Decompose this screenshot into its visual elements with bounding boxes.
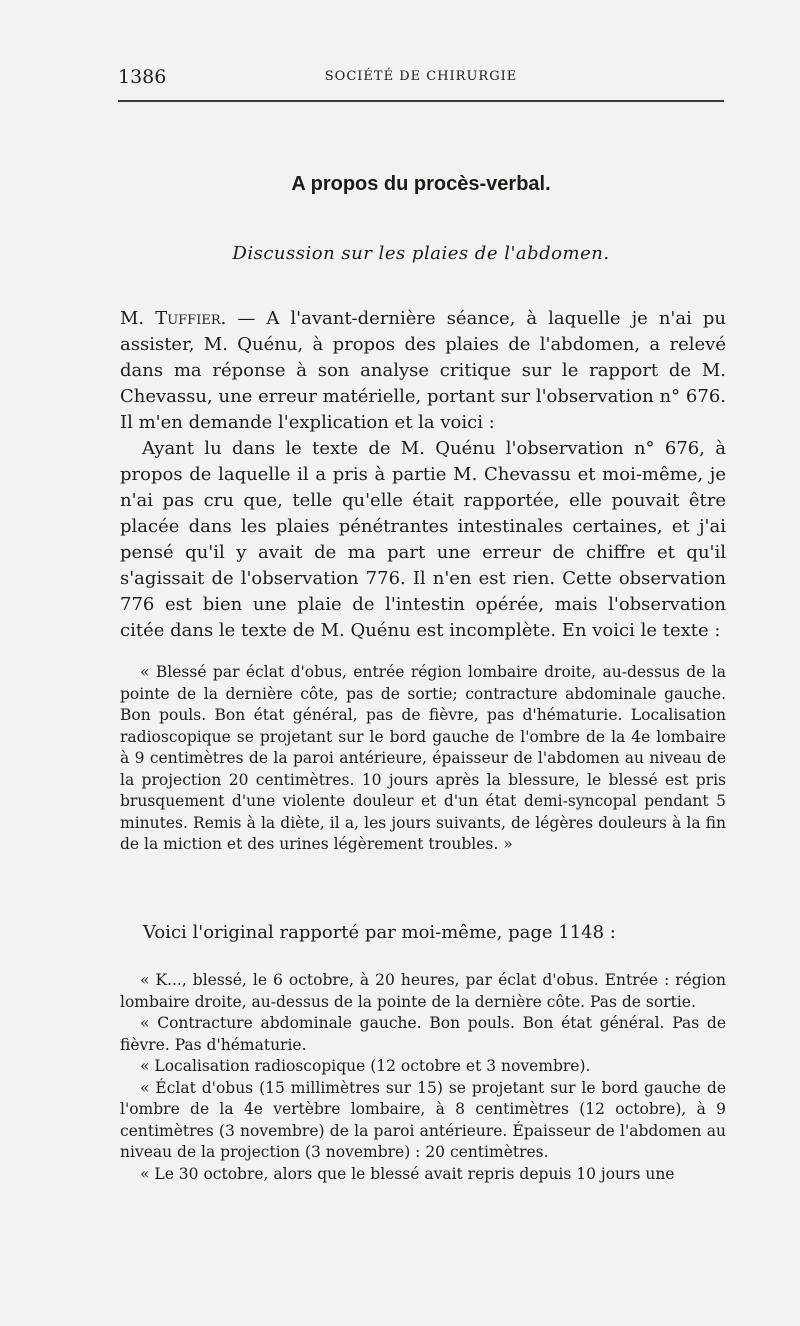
paragraph-1-text: . — A l'avant-dernière séance, à laquelle je n'ai pu assister, M. Quénu, à propos des plaies de l'abdomen, a relevé dans ma réponse à son analyse critique sur le rapport de M. Chevassu, une erreur matérielle, portant sur l'observation n° 676. Il m'en demande l'explication et la voici : [120,308,727,433]
quote-paragraph: « K..., blessé, le 6 octobre, à 20 heures, par éclat d'obus. Entrée : région lombaire droite, au-dessus de la pointe de la dernière côte. Pas de sortie. [120,971,726,1011]
quoted-observation [120,662,726,856]
section-title: A propos du procès-verbal. [291,173,551,195]
page-number: 1386 [118,66,167,88]
header-rule [118,100,724,102]
speaker-name: Tuffier [155,308,221,329]
running-title: SOCIÉTÉ DE CHIRURGIE [324,69,518,84]
original-observation [120,970,726,1185]
intro-line: Voici l'original rapporté par moi-même, page 1148 : [143,922,616,943]
quote-paragraph: « Blessé par éclat d'obus, entrée région lombaire droite, au-dessus de la pointe de la dernière côte, pas de sortie; contracture abdominale gauche. Bon pouls. Bon état général, pas de fièvre, pas d'hématurie. Localisation radioscopique se projetant sur le bord gauche de l'ombre de la 4e lombaire à 9 centimètres de la paroi antérieure, épaisseur de l'abdomen au niveau de la projection 20 centimètres. 10 jours après la blessure, le blessé est pris brusquement d'une violente douleur et d'un état demi-syncopal pendant 5 minutes. Remis à la diète, il a, les jours suivants, de légères douleurs à la fin de la miction et des urines légèrement troubles. » [120,663,726,853]
quote-paragraph: « Contracture abdominale gauche. Bon pouls. Bon état général. Pas de fièvre. Pas d'hématurie. [120,1014,726,1054]
page-header [118,66,724,88]
paragraph-1 [120,306,726,436]
quote-paragraph: « Éclat d'obus (15 millimètres sur 15) se projetant sur le bord gauche de l'ombre de la 4e vertèbre lombaire, à 8 centimètres (12 octobre), à 9 centimètres (3 novembre) de la paroi antérieure. Épaisseur de l'abdomen au niveau de la projection (3 novembre) : 20 centimètres. [120,1078,726,1161]
quote-paragraph: « Le 30 octobre, alors que le blessé avait repris depuis 10 jours une [140,1164,675,1183]
body-text [120,306,726,644]
section-subtitle: Discussion sur les plaies de l'abdomen. [232,243,610,264]
paragraph-2: Ayant lu dans le texte de M. Quénu l'observation n° 676, à propos de laquelle il a pris à partie M. Chevassu et moi-même, je n'ai pas cru que, telle qu'elle était rapportée, elle pouvait être placée dans les plaies pénétrantes intestinales certaines, et j'ai pensé qu'il y avait de ma part une erreur de chiffre et qu'il s'agissait de l'observation 776. Il n'en est rien. Cette observation 776 est bien une plaie de l'intestin opérée, mais l'observation citée dans le texte de M. Quénu est incomplète. En voici le texte : [120,438,726,641]
speaker-prefix: M. [120,308,156,329]
quote-paragraph: « Localisation radioscopique (12 octobre et 3 novembre). [140,1057,591,1075]
